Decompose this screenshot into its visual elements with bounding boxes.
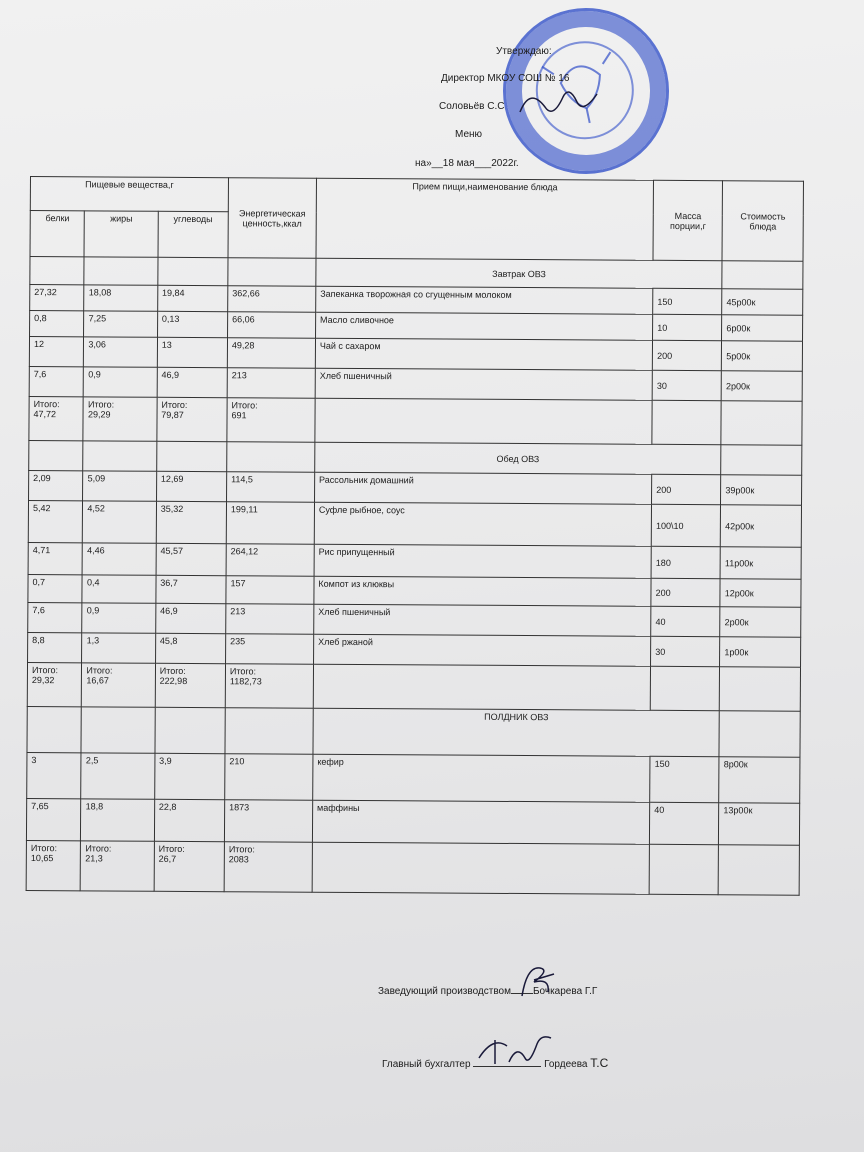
energy-cell: 213 [227,368,315,399]
fat-cell: 2,5 [81,753,155,799]
carbs-cell: 19,84 [157,285,227,311]
mass-cell: 30 [651,636,720,666]
carbs-cell: 35,32 [156,501,226,543]
mass-header: Масса порции,г [653,180,723,260]
mass-cell: 200 [652,474,721,504]
protein-cell: 7,6 [28,602,83,632]
carbs-cell: 45,57 [156,543,226,575]
mass-cell: 40 [650,802,719,844]
director-signature [515,82,605,122]
energy-total: Итого: 691 [227,398,315,443]
mass-cell: 150 [650,756,719,802]
fat-total: Итого: 29,29 [83,397,157,441]
protein-cell: 0,7 [28,574,83,602]
carbs-cell: 45,8 [155,633,225,663]
protein-cell: 2,09 [29,470,84,500]
cost-cell: 1р00к [720,637,801,667]
dish-header: Прием пищи,наименование блюда [316,178,654,260]
table-row [28,500,801,547]
protein-cell: 4,71 [28,542,83,574]
table-row [29,366,802,401]
energy-cell: 235 [225,634,313,665]
nutrients-header: Пищевые вещества,г [30,177,228,212]
mass-cell: 200 [652,340,721,370]
fat-cell: 18,8 [81,799,155,841]
cost-cell: 5р00к [722,341,803,371]
energy-cell: 264,12 [226,544,314,577]
protein-cell: 8,8 [28,632,83,662]
section-title-snack: ПОЛДНИК ОВЗ [313,708,720,756]
accountant-name: Гордеева [544,1059,588,1070]
cost-cell: 12р00к [720,579,801,607]
cost-header: Стоимость блюда [722,181,803,261]
energy-cell: 157 [226,576,314,605]
energy-cell: 199,11 [226,502,314,545]
fat-header: жиры [84,211,158,257]
energy-cell: 362,66 [228,286,316,313]
fat-cell: 0,4 [82,575,155,603]
fat-cell: 0,9 [82,603,155,633]
fat-cell: 4,46 [83,543,157,575]
energy-cell: 1873 [224,800,312,843]
dish-cell: Компот из клюквы [314,576,651,606]
carbs-cell: 0,13 [157,311,227,337]
accountant-signature [475,1032,555,1070]
protein-total: Итого: 29,32 [27,662,82,706]
table-row [28,602,801,637]
fat-cell: 7,25 [84,311,157,337]
energy-cell: 210 [225,754,313,801]
table-row [28,632,801,667]
cost-cell: 13р00к [719,803,800,845]
fat-cell: 3,06 [84,337,157,367]
menu-date: на»__18 мая___2022г. [415,158,519,169]
protein-total: Итого: 10,65 [26,840,81,890]
table-row [29,337,802,372]
energy-header: Энергетическая ценность,ккал [228,178,316,259]
menu-table [26,176,804,896]
energy-cell: 114,5 [226,472,314,503]
mass-cell: 180 [651,546,720,578]
mass-cell: 150 [653,288,722,314]
protein-cell: 7,65 [26,798,81,840]
cost-cell: 6р00к [722,315,803,341]
energy-cell: 213 [226,604,314,635]
production-head-label: Заведующий производством [378,986,511,997]
carbs-cell: 12,69 [156,471,226,501]
table-row [29,470,802,505]
dish-cell: Хлеб ржаной [313,634,650,666]
cost-cell: 8р00к [719,757,800,803]
section-title-lunch: Обед ОВЗ [315,442,722,474]
protein-cell: 12 [29,337,84,367]
dish-cell: Масло сливочное [315,312,652,340]
fat-cell: 0,9 [84,367,157,397]
dish-cell: Хлеб пшеничный [314,604,651,636]
table-row [28,542,801,579]
fat-total: Итого: 16,67 [82,663,156,707]
approve-label: Утверждаю: [496,46,552,57]
dish-cell: маффины [312,800,650,844]
dish-cell: Рис припущенный [314,544,651,578]
fat-cell: 5,09 [83,471,156,501]
totals-row [27,662,800,711]
carbs-header: углеводы [158,211,228,257]
fat-cell: 18,08 [84,285,157,311]
mass-cell: 200 [651,578,720,606]
fat-cell: 1,3 [82,633,155,663]
production-head-signature [512,960,562,1002]
production-head-row [378,986,597,997]
carbs-total: Итого: 222,98 [155,663,225,707]
totals-row [29,396,802,445]
protein-cell: 0,8 [30,311,85,337]
accountant-label: Главный бухгалтер [382,1059,471,1070]
energy-cell: 49,28 [227,338,315,369]
energy-cell: 66,06 [227,312,315,339]
energy-total: Итого: 1182,73 [225,664,313,709]
fat-cell: 4,52 [83,501,157,543]
carbs-cell: 46,9 [155,603,225,633]
carbs-cell: 36,7 [156,575,226,603]
mass-cell: 100\10 [651,504,720,546]
table-row [26,798,799,845]
protein-cell: 7,6 [29,366,84,396]
director-label: Директор МКОУ СОШ № 16 [441,73,570,84]
mass-cell: 40 [651,606,720,636]
carbs-cell: 13 [157,337,227,367]
protein-header: белки [30,211,85,257]
dish-cell: Хлеб пшеничный [315,368,652,400]
energy-total: Итого: 2083 [224,842,312,893]
production-head-name: Бочкарева Г.Г [532,986,598,997]
menu-label: Меню [455,129,483,140]
section-title-breakfast: Завтрак ОВЗ [316,258,723,288]
carbs-cell: 22,8 [154,799,224,841]
dish-cell: Рассольник домашний [314,472,651,504]
carbs-cell: 3,9 [154,753,224,799]
cost-cell: 39р00к [721,475,802,505]
dish-cell: Чай с сахаром [315,338,652,370]
protein-cell: 27,32 [30,285,85,311]
protein-cell: 5,42 [28,500,83,542]
carbs-cell: 46,9 [157,367,227,397]
carbs-total: Итого: 26,7 [154,841,224,891]
totals-row [26,840,799,895]
dish-cell: Запеканка творожная со сгущенным молоком [316,286,653,314]
accountant-initials: Т.С [590,1056,609,1070]
mass-cell: 10 [653,314,722,340]
cost-cell: 2р00к [720,607,801,637]
fat-total: Итого: 21,3 [81,841,155,891]
cost-cell: 42р00к [721,505,802,547]
dish-cell: кефир [313,754,651,802]
table-row [27,752,800,803]
protein-cell: 3 [27,752,82,798]
dish-cell: Суфле рыбное, соус [314,502,652,546]
protein-total: Итого: 47,72 [29,396,84,440]
carbs-total: Итого: 79,87 [157,397,227,441]
mass-cell: 30 [652,370,721,400]
cost-cell: 2р00к [721,371,802,401]
cost-cell: 45р00к [722,289,803,315]
director-name: Соловьёв С.С [439,101,505,112]
cost-cell: 11р00к [720,547,801,579]
